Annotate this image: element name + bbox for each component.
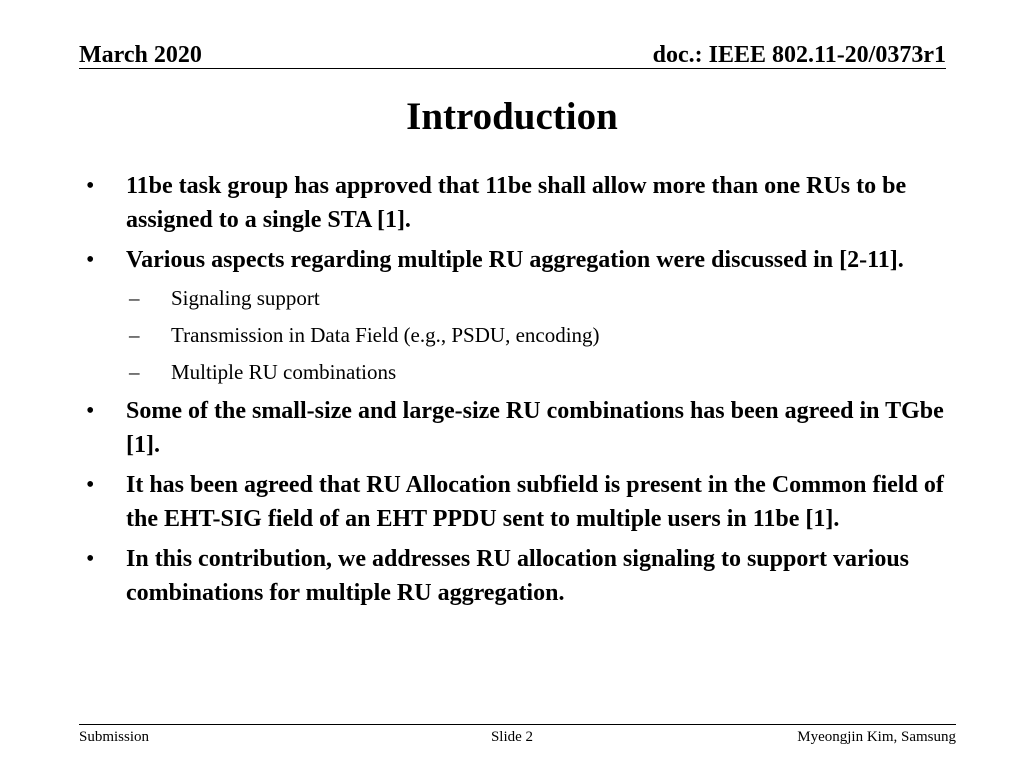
sub-bullet-item [126, 357, 956, 388]
bullet-item [86, 169, 956, 237]
bullet-list [86, 169, 956, 616]
bullet-marker: • [86, 398, 95, 424]
bullet-item [86, 542, 956, 610]
bullet-text: Various aspects regarding multiple RU aggregation were discussed in [2-11]. [126, 247, 904, 273]
bullet-item [86, 468, 956, 536]
sub-bullet-text: Multiple RU combinations [171, 360, 397, 384]
footer-author: Myeongjin Kim, Samsung [797, 729, 956, 745]
footer-divider [79, 724, 956, 725]
sub-bullet-marker: – [129, 360, 140, 384]
slide-title: Introduction [406, 95, 618, 138]
footer-slide-number: Slide 2 [490, 729, 534, 745]
sub-bullet-list [126, 283, 956, 388]
sub-bullet-marker: – [129, 323, 140, 347]
sub-bullet-item [126, 283, 956, 314]
sub-bullet-text: Transmission in Data Field (e.g., PSDU, encoding) [171, 323, 600, 347]
footer-submission: Submission [79, 729, 150, 745]
bullet-text: It has been agreed that RU Allocation subfield is present in the Common field of the EHT-SIG field of an EHT PPDU sent to multiple users in 11be [1]. [126, 472, 944, 532]
bullet-text: Some of the small-size and large-size RU combinations has been agreed in TGbe [1]. [126, 398, 944, 458]
bullet-item [86, 394, 956, 462]
bullet-text: In this contribution, we addresses RU allocation signaling to support various combinations for multiple RU aggregation. [126, 546, 909, 606]
header-date: March 2020 [79, 42, 202, 68]
bullet-text: 11be task group has approved that 11be shall allow more than one RUs to be assigned to a single STA [1]. [126, 173, 907, 233]
header-doc-number: doc.: IEEE 802.11-20/0373r1 [652, 42, 946, 68]
sub-bullet-marker: – [129, 286, 140, 310]
sub-bullet-item [126, 320, 956, 351]
bullet-marker: • [86, 546, 95, 572]
sub-bullet-text: Signaling support [171, 286, 320, 310]
bullet-item [86, 243, 956, 388]
header-divider [79, 68, 946, 69]
bullet-marker: • [86, 247, 95, 273]
bullet-marker: • [86, 173, 95, 199]
bullet-marker: • [86, 472, 95, 498]
